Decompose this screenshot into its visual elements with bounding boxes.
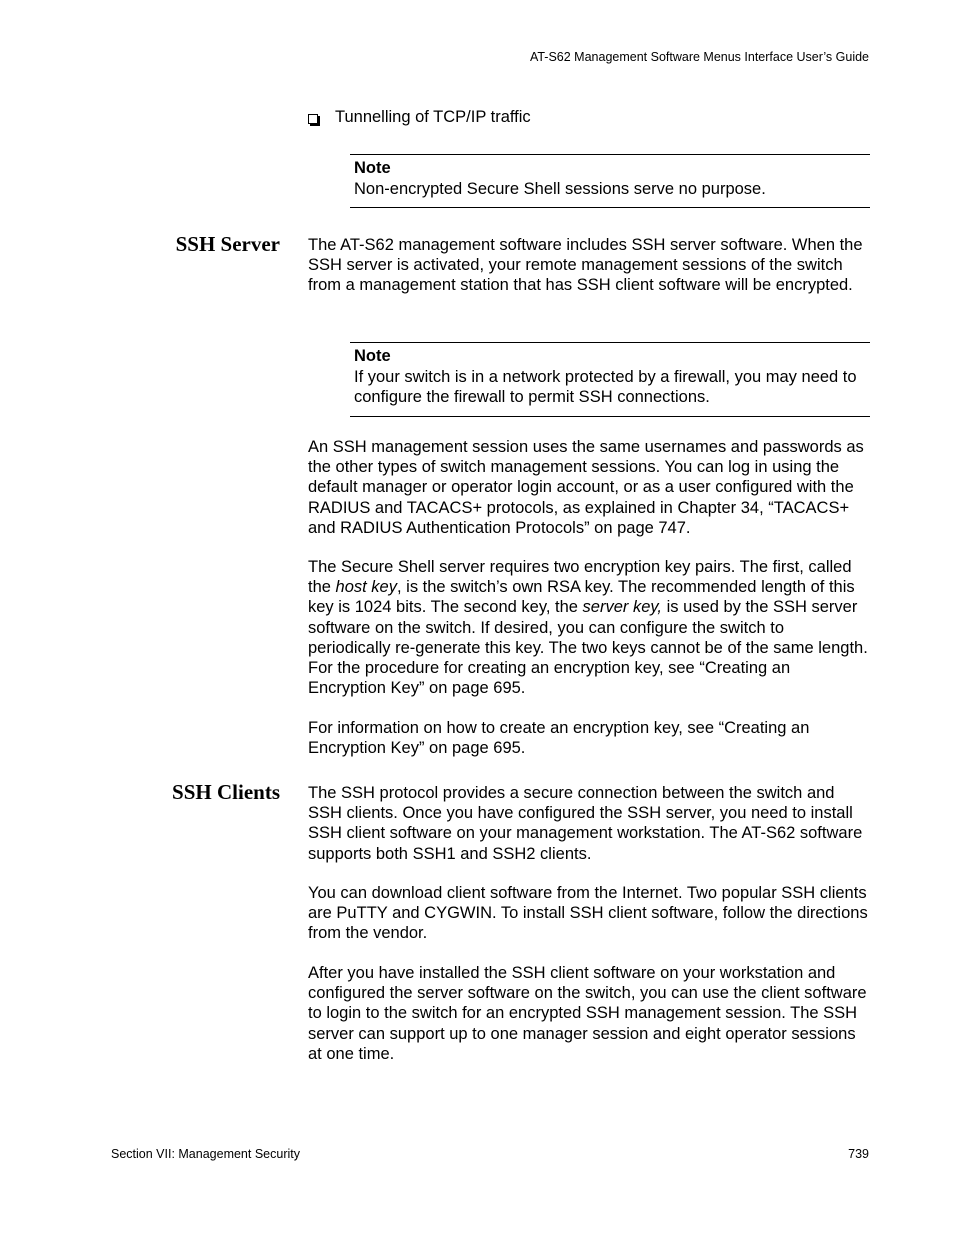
server-key-term: server key, bbox=[582, 598, 663, 617]
note-text: Non-encrypted Secure Shell sessions serve no purpose. bbox=[354, 179, 766, 198]
page-number: 739 bbox=[848, 1147, 869, 1161]
section-heading-ssh-clients: SSH Clients bbox=[172, 780, 280, 804]
para3-part1: The Secure Shell server requires two encryption key pairs. The first, called the bbox=[308, 558, 852, 597]
ssh-clients-paragraph-1: The SSH protocol provides a secure connection between the switch and SSH clients. Once you have configured the SSH server, you need to install SSH client software on your management workstation. The AT-S62 software supports both SSH1 and SSH2 clients. bbox=[308, 784, 863, 863]
note-box bbox=[350, 154, 870, 208]
para3-part3: is used by the SSH server software on the switch. If desired, you can configure the switch to periodically re-generate this key. The two keys cannot be of the same length. For the procedure for creating an encryption key, see “Creating an Encryption Key” on page 695. bbox=[308, 598, 868, 698]
note-title: Note bbox=[354, 159, 391, 177]
ssh-server-paragraph-2: An SSH management session uses the same usernames and passwords as the other types of switch management sessions. You can log in using the default manager or operator login account, or as a user configured with the RADIUS and TACACS+ protocols, as explained in Chapter 34, “TACACS+ and RADIUS Authentication Protocols” on page 747. bbox=[308, 438, 864, 537]
section-heading-ssh-server: SSH Server bbox=[175, 232, 280, 256]
host-key-term: host key bbox=[335, 578, 397, 597]
para3-part2: , is the switch’s own RSA key. The recommended length of this key is 1024 bits. The second key, the bbox=[308, 578, 855, 617]
ssh-clients-paragraph-3: After you have installed the SSH client software on your workstation and configured the server software on the switch, you can use the client software to login to the switch for an encrypted SSH management session. The SSH server can support up to one manager session and eight operator sessions at one time. bbox=[308, 964, 867, 1063]
ssh-server-paragraph-4: For information on how to create an encryption key, see “Creating an Encryption Key” on page 695. bbox=[308, 719, 810, 758]
running-header: AT-S62 Management Software Menus Interface User’s Guide bbox=[529, 50, 869, 64]
footer-section: Section VII: Management Security bbox=[111, 1147, 300, 1161]
bullet-item bbox=[308, 108, 531, 127]
ssh-clients-paragraph-2: You can download client software from the Internet. Two popular SSH clients are PuTTY and CYGWIN. To install SSH client software, follow the directions from the vendor. bbox=[308, 884, 868, 943]
checkbox-bullet-icon bbox=[308, 114, 318, 124]
note-title: Note bbox=[354, 347, 391, 365]
ssh-server-paragraph-1: The AT-S62 management software includes SSH server software. When the SSH server is activated, your remote management sessions of the switch from a management station that has SSH client software will be encrypted. bbox=[308, 236, 863, 295]
note-box-firewall bbox=[350, 342, 870, 417]
ssh-server-paragraph-3 bbox=[308, 557, 870, 698]
note-text: If your switch is in a network protected by a firewall, you may need to configure the firewall to permit SSH connections. bbox=[354, 367, 857, 406]
bullet-text: Tunnelling of TCP/IP traffic bbox=[335, 108, 531, 126]
